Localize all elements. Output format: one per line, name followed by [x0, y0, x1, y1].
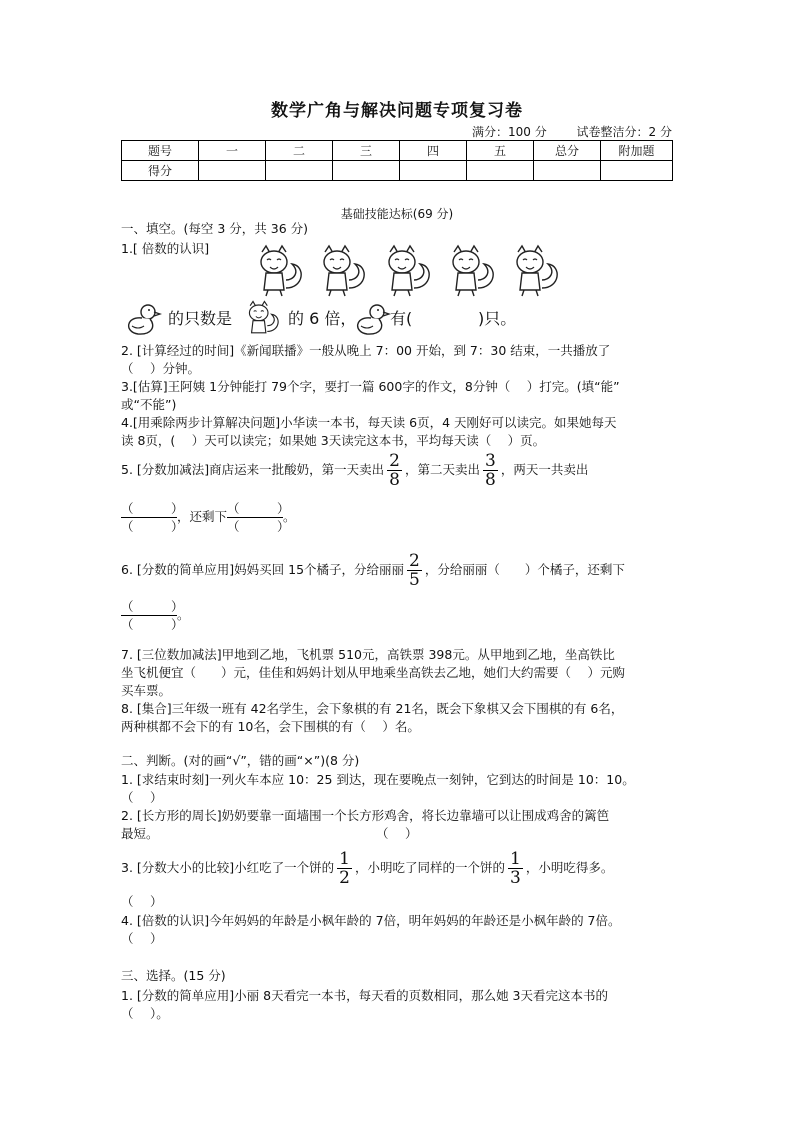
fraction — [407, 552, 422, 589]
header-cell: 一 — [199, 141, 266, 161]
p2-q1-line2: （ ） — [121, 790, 163, 805]
p2-q3-line1 — [121, 850, 677, 887]
score-cell[interactable] — [199, 161, 266, 181]
fraction — [483, 452, 498, 489]
q5-text-b: ，第二天卖出 — [404, 462, 480, 477]
p2-q3-answer: （ ） — [121, 894, 163, 909]
fraction — [387, 452, 402, 489]
p2-q1-line1: 1. [求结束时刻]一列火车本应 10：25 到达，现在要晚点一刻钟，它到达的时间是 10：10。 — [121, 772, 635, 787]
p2-q4-line2: （ ） — [121, 931, 163, 946]
fraction — [508, 850, 523, 887]
fraction — [337, 850, 352, 887]
numerator: 2 — [409, 551, 420, 571]
q1-text-c: 有( — [390, 309, 413, 328]
denominator: 5 — [409, 570, 420, 590]
q6-text-a: 6. [分数的简单应用]妈妈买回 15个橘子，分给丽丽 — [121, 562, 405, 577]
header-cell: 二 — [266, 141, 333, 161]
squirrel-icon — [380, 244, 436, 300]
full-score: 满分：100 分 — [471, 125, 547, 139]
duck-icon — [122, 302, 162, 338]
blank-numerator: （ ） — [121, 599, 184, 614]
q8-line2: 两种棋都不会下的有 10名，会下围棋的有（ ）名。 — [121, 719, 420, 734]
score-table-header-row — [122, 141, 673, 161]
row-label: 得分 — [122, 161, 199, 181]
squirrel-icon — [444, 244, 500, 300]
page-title: 数学广角与解决问题专项复习卷 — [271, 101, 523, 121]
q2-line1: 2. [计算经过的时间]《新闻联播》一般从晚上 7：00 开始，到 7：30 结束，一共播放了 — [121, 343, 611, 358]
numerator: 3 — [485, 451, 496, 471]
p2-q3-text-a: 3. [分数大小的比较]小红吃了一个饼的 — [121, 860, 335, 875]
denominator: 3 — [510, 868, 521, 888]
score-cell[interactable] — [601, 161, 673, 181]
q6-text-b: ，分给丽丽（ ）个橘子，还剩下 — [424, 562, 625, 577]
blank-numerator: （ ） — [121, 501, 184, 516]
q2-line2: （ ）分钟。 — [121, 361, 200, 376]
part2-heading: 二、判断。(对的画“√”，错的画“×”)(8 分) — [121, 753, 360, 768]
header-cell: 五 — [467, 141, 534, 161]
q1-text-a: 的只数是 — [168, 309, 233, 328]
score-cell[interactable] — [266, 161, 333, 181]
q5-line1 — [121, 452, 677, 489]
q7-line3: 买车票。 — [121, 683, 172, 698]
q7-line1: 7. [三位数加减法]甲地到乙地，飞机票 510元，高铁票 398元。从甲地到乙地，坐高铁比 — [121, 647, 615, 662]
numerator: 1 — [510, 849, 521, 869]
denominator: 8 — [485, 470, 496, 490]
p2-q4-line1: 4. [倍数的认识]今年妈妈的年龄是小枫年龄的 7倍，明年妈妈的年龄还是小枫年龄的 7倍。 — [121, 913, 621, 928]
answer-blank-fraction[interactable] — [227, 500, 290, 535]
header-cell: 四 — [400, 141, 467, 161]
denominator: 2 — [339, 868, 350, 888]
score-table-score-row — [122, 161, 673, 181]
part3-heading: 三、选择。(15 分) — [121, 968, 226, 983]
q8-line1: 8. [集合]三年级一班有 42名学生，会下象棋的有 21名，既会下象棋又会下围棋的有 6名， — [121, 701, 624, 716]
numerator: 2 — [389, 451, 400, 471]
q5-text-d: ，还剩下 — [177, 509, 228, 524]
q3-line1: 3.[估算]王阿姨 1分钟能打 79个字，要打一篇 600字的作文，8分钟（ ）打完。(填“能” — [121, 379, 620, 394]
score-table — [121, 140, 673, 181]
q5-line2 — [121, 500, 677, 535]
score-cell[interactable] — [400, 161, 467, 181]
squirrel-icon — [252, 244, 308, 300]
p2-q3-text-c: ，小明吃得多。 — [525, 860, 614, 875]
q4-line2: 读 8页，( ）天可以读完；如果她 3天读完这本书，平均每天读（ ）页。 — [121, 433, 546, 448]
header-cell: 题号 — [122, 141, 199, 161]
answer-blank-fraction[interactable] — [121, 500, 184, 535]
part1-heading: 一、填空。(每空 3 分，共 36 分) — [121, 221, 309, 236]
header-cell: 附加题 — [601, 141, 673, 161]
p2-q2-line2: 最短。 — [121, 826, 159, 841]
q1-text-d: )只。 — [478, 309, 517, 328]
q7-line2: 坐飞机便宜（ ）元，佳佳和妈妈计划从甲地乘坐高铁去乙地，她们大约需要（ ）元购 — [121, 665, 625, 680]
blank-denominator: （ ） — [121, 519, 184, 534]
q6-text-c: 。 — [177, 607, 190, 622]
p2-q2-line1: 2. [长方形的周长]奶奶要靠一面墙围一个长方形鸡舍，将长边靠墙可以让围成鸡舍的篱笆 — [121, 808, 610, 823]
p2-q2-answer: （ ） — [376, 826, 418, 841]
q4-line1: 4.[用乘除两步计算解决问题]小华读一本书，每天读 6页，4 天刚好可以读完。如果她每天 — [121, 415, 617, 430]
blank-numerator: （ ） — [227, 501, 290, 516]
q5-text-e: 。 — [283, 509, 296, 524]
neatness-score: 试卷整洁分：2 分 — [576, 125, 672, 139]
score-info — [446, 123, 672, 140]
section-subtitle: 基础技能达标(69 分) — [340, 207, 454, 221]
header-cell: 总分 — [534, 141, 601, 161]
numerator: 1 — [339, 849, 350, 869]
blank-denominator: （ ） — [227, 519, 290, 534]
q3-line2: 或“不能”) — [121, 397, 177, 412]
squirrel-icon — [315, 244, 371, 300]
answer-blank-fraction[interactable] — [121, 598, 184, 633]
q6-line2 — [121, 598, 677, 633]
squirrel-icon — [243, 300, 283, 340]
p2-q3-text-b: ，小明吃了同样的一个饼的 — [354, 860, 505, 875]
score-cell[interactable] — [467, 161, 534, 181]
q5-text-c: ，两天一共卖出 — [500, 462, 589, 477]
p3-q1-line2: （ ）。 — [121, 1006, 169, 1021]
denominator: 8 — [389, 470, 400, 490]
duck-icon — [351, 302, 391, 338]
score-cell[interactable] — [333, 161, 400, 181]
q1-label: 1.[ 倍数的认识] — [121, 241, 210, 256]
q5-text-a: 5. [分数加减法]商店运来一批酸奶，第一天卖出 — [121, 462, 385, 477]
squirrel-icon — [508, 244, 564, 300]
score-cell[interactable] — [534, 161, 601, 181]
blank-denominator: （ ） — [121, 617, 184, 632]
p3-q1-line1: 1. [分数的简单应用]小丽 8天看完一本书，每天看的页数相同，那么她 3天看完这本书的 — [121, 988, 609, 1003]
q1-text-b: 的 6 倍， — [288, 309, 357, 328]
q6-line1 — [121, 552, 677, 589]
header-cell: 三 — [333, 141, 400, 161]
